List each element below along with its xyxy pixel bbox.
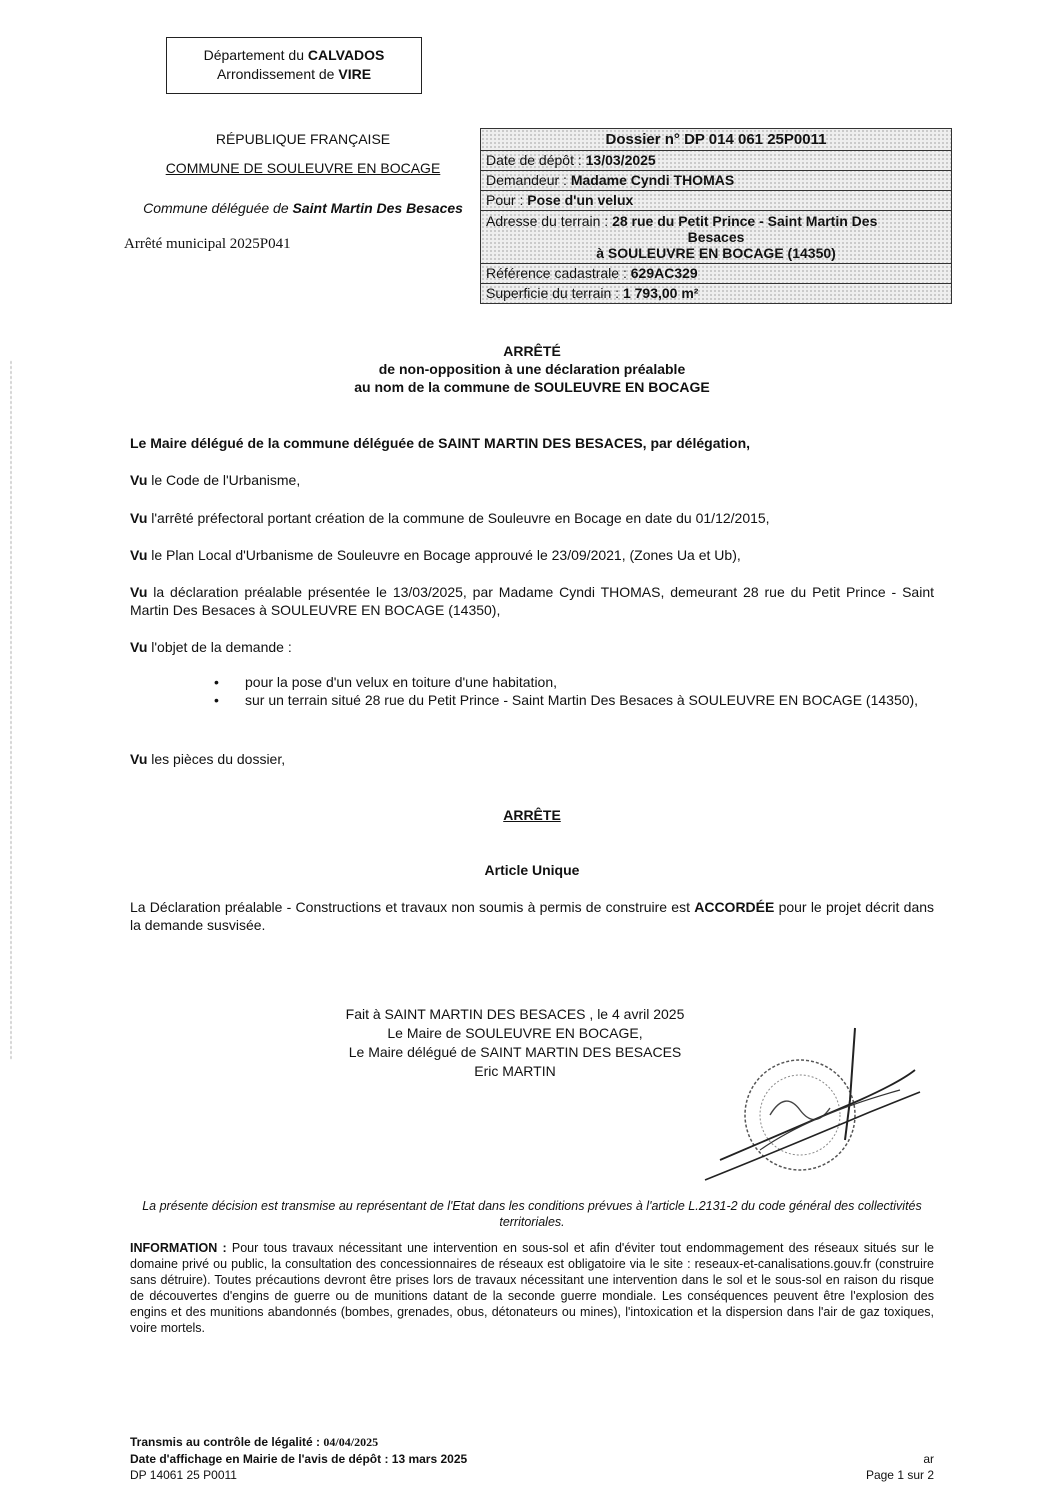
vu-objet: Vu l'objet de la demande : [130,639,292,655]
footer-affichage: Date d'affichage en Mairie de l'avis de dépôt : 13 mars 2025 [130,1452,468,1466]
vu-declaration: Vu la déclaration préalable présentée le 13/03/2025, par Madame Cyndi THOMAS, demeurant 28 rue du Petit Prince - Saint Martin Des Besaces à SOULEUVRE EN BOCAGE (14350), [130,584,934,618]
vu-code: Vu le Code de l'Urbanisme, [130,472,301,488]
signature-maire: Le Maire de SOULEUVRE EN BOCAGE, [387,1025,643,1041]
commune-title: COMMUNE DE SOULEUVRE EN BOCAGE [165,160,441,176]
transmission-notice: La présente décision est transmise au représentant de l'Etat dans les conditions prévues à l'article L.2131-2 du code général des collectivités territoriales. [142,1199,922,1229]
footer-reference: DP 14061 25 P0011 [130,1468,237,1482]
department-line: Département du CALVADOS [203,47,385,63]
dossier-row-superficie: Superficie du terrain : 1 793,00 m² [481,283,951,303]
maire-statement: Le Maire délégué de la commune déléguée de SAINT MARTIN DES BESACES, par délégation, [130,435,751,451]
signature-name: Eric MARTIN [474,1063,556,1079]
dossier-box [480,128,952,304]
arrete-heading: ARRÊTE [503,807,561,823]
dossier-row-date: Date de dépôt : 13/03/2025 [481,150,951,170]
signature-place-date: Fait à SAINT MARTIN DES BESACES , le 4 avril 2025 [345,1006,685,1022]
footer-corner-mark: ar [923,1452,934,1466]
objet-list [214,673,934,709]
republic-title: RÉPUBLIQUE FRANÇAISE [215,131,391,147]
dossier-title: Dossier n° DP 014 061 25P0011 [605,131,827,148]
arrete-municipal-number: Arrêté municipal 2025P041 [124,236,291,252]
dossier-row-pour: Pour : Pose d'un velux [481,190,951,210]
dossier-row-cadastre: Référence cadastrale : 629AC329 [481,263,951,283]
signature-maire-delegue: Le Maire délégué de SAINT MARTIN DES BESACES [348,1044,682,1060]
document-title: ARRÊTÉ de non-opposition à une déclaration préalable au nom de la commune de SOULEUVRE EN BOCAGE [354,343,710,395]
vu-plu: Vu le Plan Local d'Urbanisme de Souleuvre en Bocage approuvé le 23/09/2021, (Zones Ua et Ub), [130,547,741,563]
list-item: • pour la pose d'un velux en toiture d'une habitation, [214,673,934,691]
scan-margin-marks [10,360,12,1060]
commune-deleguee: Commune déléguée de Saint Martin Des Besaces [143,200,463,216]
information-paragraph: INFORMATION : Pour tous travaux nécessitant une intervention en sous-sol et afin d'éviter tout endommagement des réseaux situés sur le domaine privé ou public, la consultation des concessionnaires de réseaux est obligatoire via le site : reseaux-et-canalisations.gouv.fr (construire sans détruire). Toutes précautions devront être prises lors de travaux nécessitant une intervention dans le sol et le sous-sol en raison du risque de découvertes d'engins de guerre ou de munitions datant de la seconde guerre mondiale. Les conséquences peuvent être l'explosion des engins et des munitions abandonnés (bombes, grenades, obus, détonateurs ou mines), l'intoxication et la dispersion dans l'air de gaz toxiques, voire mortels. [130,1241,934,1335]
dossier-row-demandeur: Demandeur : Madame Cyndi THOMAS [481,170,951,190]
page-number: Page 1 sur 2 [865,1468,934,1482]
decision-text: La Déclaration préalable - Constructions et travaux non soumis à permis de construire est ACCORDÉE pour le projet décrit dans la demande susvisée. [130,899,935,933]
department-box [166,37,422,94]
stamp-signature-image [700,1020,930,1190]
arrondissement-line: Arrondissement de VIRE [216,66,372,82]
signature-block [300,1005,730,1081]
footer-transmis: Transmis au contrôle de légalité : 04/04/2025 [130,1435,379,1449]
dossier-row-adresse: Adresse du terrain : 28 rue du Petit Prince - Saint Martin Des Besaces à SOULEUVRE EN BOCAGE (14350) [481,210,951,263]
list-item: • sur un terrain situé 28 rue du Petit Prince - Saint Martin Des Besaces à SOULEUVRE EN BOCAGE (14350), [214,691,934,709]
vu-arrete-prefectoral: Vu l'arrêté préfectoral portant création de la commune de Souleuvre en Bocage en date du 01/12/2015, [130,510,770,526]
vu-pieces: Vu les pièces du dossier, [130,751,286,767]
article-heading: Article Unique [484,862,580,878]
